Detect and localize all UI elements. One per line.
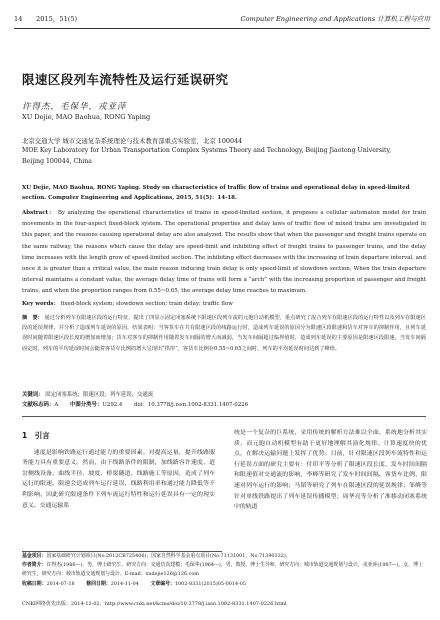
revised-date: 2014-11-04 [110,580,139,587]
volume-issue: 2015，51(5) [36,15,78,23]
affiliation-english-line1: MOE Key Laboratory for Urban Transportation Complex Systems Theory and Technology, Beijing Jiaotong University, [22,147,392,154]
body-column-left [22,431,215,511]
keywords-text: fixed-block system; slowdown section; train delay; traffic flow [60,301,233,307]
fund-label: 基金项目： [22,553,47,559]
body-column-right [234,428,427,513]
received-label: 收稿日期： [22,580,47,587]
authors-chinese: 许得杰，毛保华，戎亚萍 [22,102,127,112]
revised-label: 修回日期： [86,580,111,587]
abstract-chinese [22,313,426,354]
intro-paragraph-left: 速度是影响铁路运行通过能力的重要因素。对提高运量，提升线路服务能力具有重要意义。然而，由于线路条件的限制，加线路容许速度、道岔侧线设备、曲线半径、坡度、桥梁隧道、线路施工等原因，造成了列车运行的限速。限速会造成列车运行延误，线路利用率和通过能力降低等不利影响。因此研究限速条件下列车流运行特性和运行延误具有一定的现实意义。交通运输系 [22,449,215,509]
paper-title: 限速区段列车流特性及运行延误研究 [22,72,229,87]
abstract-text: By analyzing the operational characteristics of trains in speed-limited section, it proposes a cellular automaton model for train movements in the four-aspect fixed-block system. The operational properties and delay laws of traffic flow of mixed trains are investigated in this paper, and the reasons causing operational delay are also analyzed. The results show that when the passenger and freight trains operate on the same railway, the reasons which cause the delay are speed-limit and inhibiting effect of freight trains to passenger trains, and the delay time increases with the length grow of speed-limited section. The inhibiting effect decreases with the increasing of train departure interval, and once it is greater than a critical value, the main reason inducing train delay is only speed-limit of slowdown section. When the train departure interval maintains a constant value, the average delay time of trains will form a “arch” with the increasing proportion of passenger and freight trains, and when the proportion ranges from 0.55~0.65, the average delay time reaches to maximum. [22,210,426,295]
section-rule [22,416,426,417]
fund-line [22,552,426,561]
keywords-chinese [22,390,426,400]
keywords-label: Key words： [22,301,60,307]
article-number: 1002-8331(2015)05-0014-05 [174,580,246,587]
running-header [14,12,430,26]
doi-id: doi：10.3778/j.issn.1002-8331.1407-0226 [134,402,249,408]
zh-keywords-label: 关键词： [22,392,44,398]
intro-paragraph-right: 统是一个复杂的巨系统，采用传统的解析方法难以全面、系统地分析其实质，而元胞自动机模型有助于更好地理解其演化规律。计算速度快的优点，在解决运输问题上发挥了优势。目前，针对限速区段列车流特性和运行延误方面的研究主要有：付印平等分析了限速区段长度、发车时间间隔和限速值对交通流的影响，李峰等研究了发车时间间隔、客货车比例、限速对列车运行的影响；马韬等研究了列车在限速区段的延误规律；邹峰等针对单线铁路提出了列车延误传播模型；周华亮等分析了准移动闭塞系统中的轨道 [234,430,427,511]
header-rule [14,28,430,29]
keywords-english [22,299,426,309]
fund-text: 国家基础研究计划项目(No.2012CB725406)；国家自然科学基金重点项目(No.71131001，No.71390332)。 [46,553,291,559]
classification-line [22,400,426,410]
author-bio-text: 许得杰(1986—)，男，博士研究生，研究方向：交通仿真建模；毛保华(1964—)，男，教授，博士生导师，研究方向：城市轨道交通规划与设计，戎亚萍(1987—)，女，博士研究生，研究方向：城市轨道交通规划与设计。E-mail：xudejie126@126.com [22,562,423,578]
author-bio-label: 作者简介： [22,562,47,569]
article-number-label: 文章编号： [150,580,175,587]
authors-english: XU Dejie, MAO Baohua, RONG Yaping [22,113,151,121]
clc-label: 中图分类号： [69,402,103,408]
abstract-english [22,208,426,298]
affiliation-chinese: 北京交通大学 城市交通复杂系统理论与技术教育部重点实验室，北京 100044 [22,137,243,145]
author-bio-line [22,561,426,579]
citation: XU Dejie, MAO Baohua, RONG Yaping. Study on characteristics of traffic flow of trains and operational delay in speed-limited section. Computer Engineering and Applications, 2015, 51(5)：14-18. [22,185,410,201]
zh-abstract-text: 通过分析列车在限速区段的运行特征，提出了四显示固定闭塞系统下限速区段列车流的元胞自动机模型，重点研究了混合列车在限速区段的运行特性以及列车在限速区段的延误规律，并分析了造成列车延误的原因。结果表明：当客货车在共有限速区段的线路运行时，造成列车延误的原因分为限速区段限速和货车对客车的抑制作用，且列车延误时间随着限速区段长度的增加而增加；货车对客车的抑制作用随着发车间隔的增大而减弱，当发车间隔超过临界值时，造成列车延误的主要原因是限速区段限速。当发车间隔固定时，列车的平均延误时间会随着客货车比例的增大呈现出“拱形”，客货车比例在0.55~0.65之间时，列车的平均延误时间达到了峰值。 [22,315,426,352]
abstract-label: Abstract： [22,210,56,216]
cnki-online-line: CNKI网络优先出版：2014-12-02，http://www.cnki.net/kcms/doi/10.3778/j.issn.1002-8331.1407-0226.html [22,601,287,607]
zh-abstract-label: 摘 要： [22,315,43,321]
page-number: 14 [14,15,23,23]
doc-code-label: 文献标志码： [22,402,55,408]
received-date: 2014-07-18 [46,580,75,587]
journal-name: Computer Engineering and Applications 计算机工程与应用 [240,15,430,23]
affiliation-english-line2: Beijing 100044, China [22,158,92,165]
zh-keywords-text: 固定闭塞系统；限速区段；列车延误；交通流 [45,392,154,398]
clc-value: U292.4 [102,402,123,408]
dates-line [22,580,426,589]
section-heading-introduction: 1 引言 [22,431,50,440]
footnote-block [22,552,426,589]
doc-code-value: A [54,402,59,408]
